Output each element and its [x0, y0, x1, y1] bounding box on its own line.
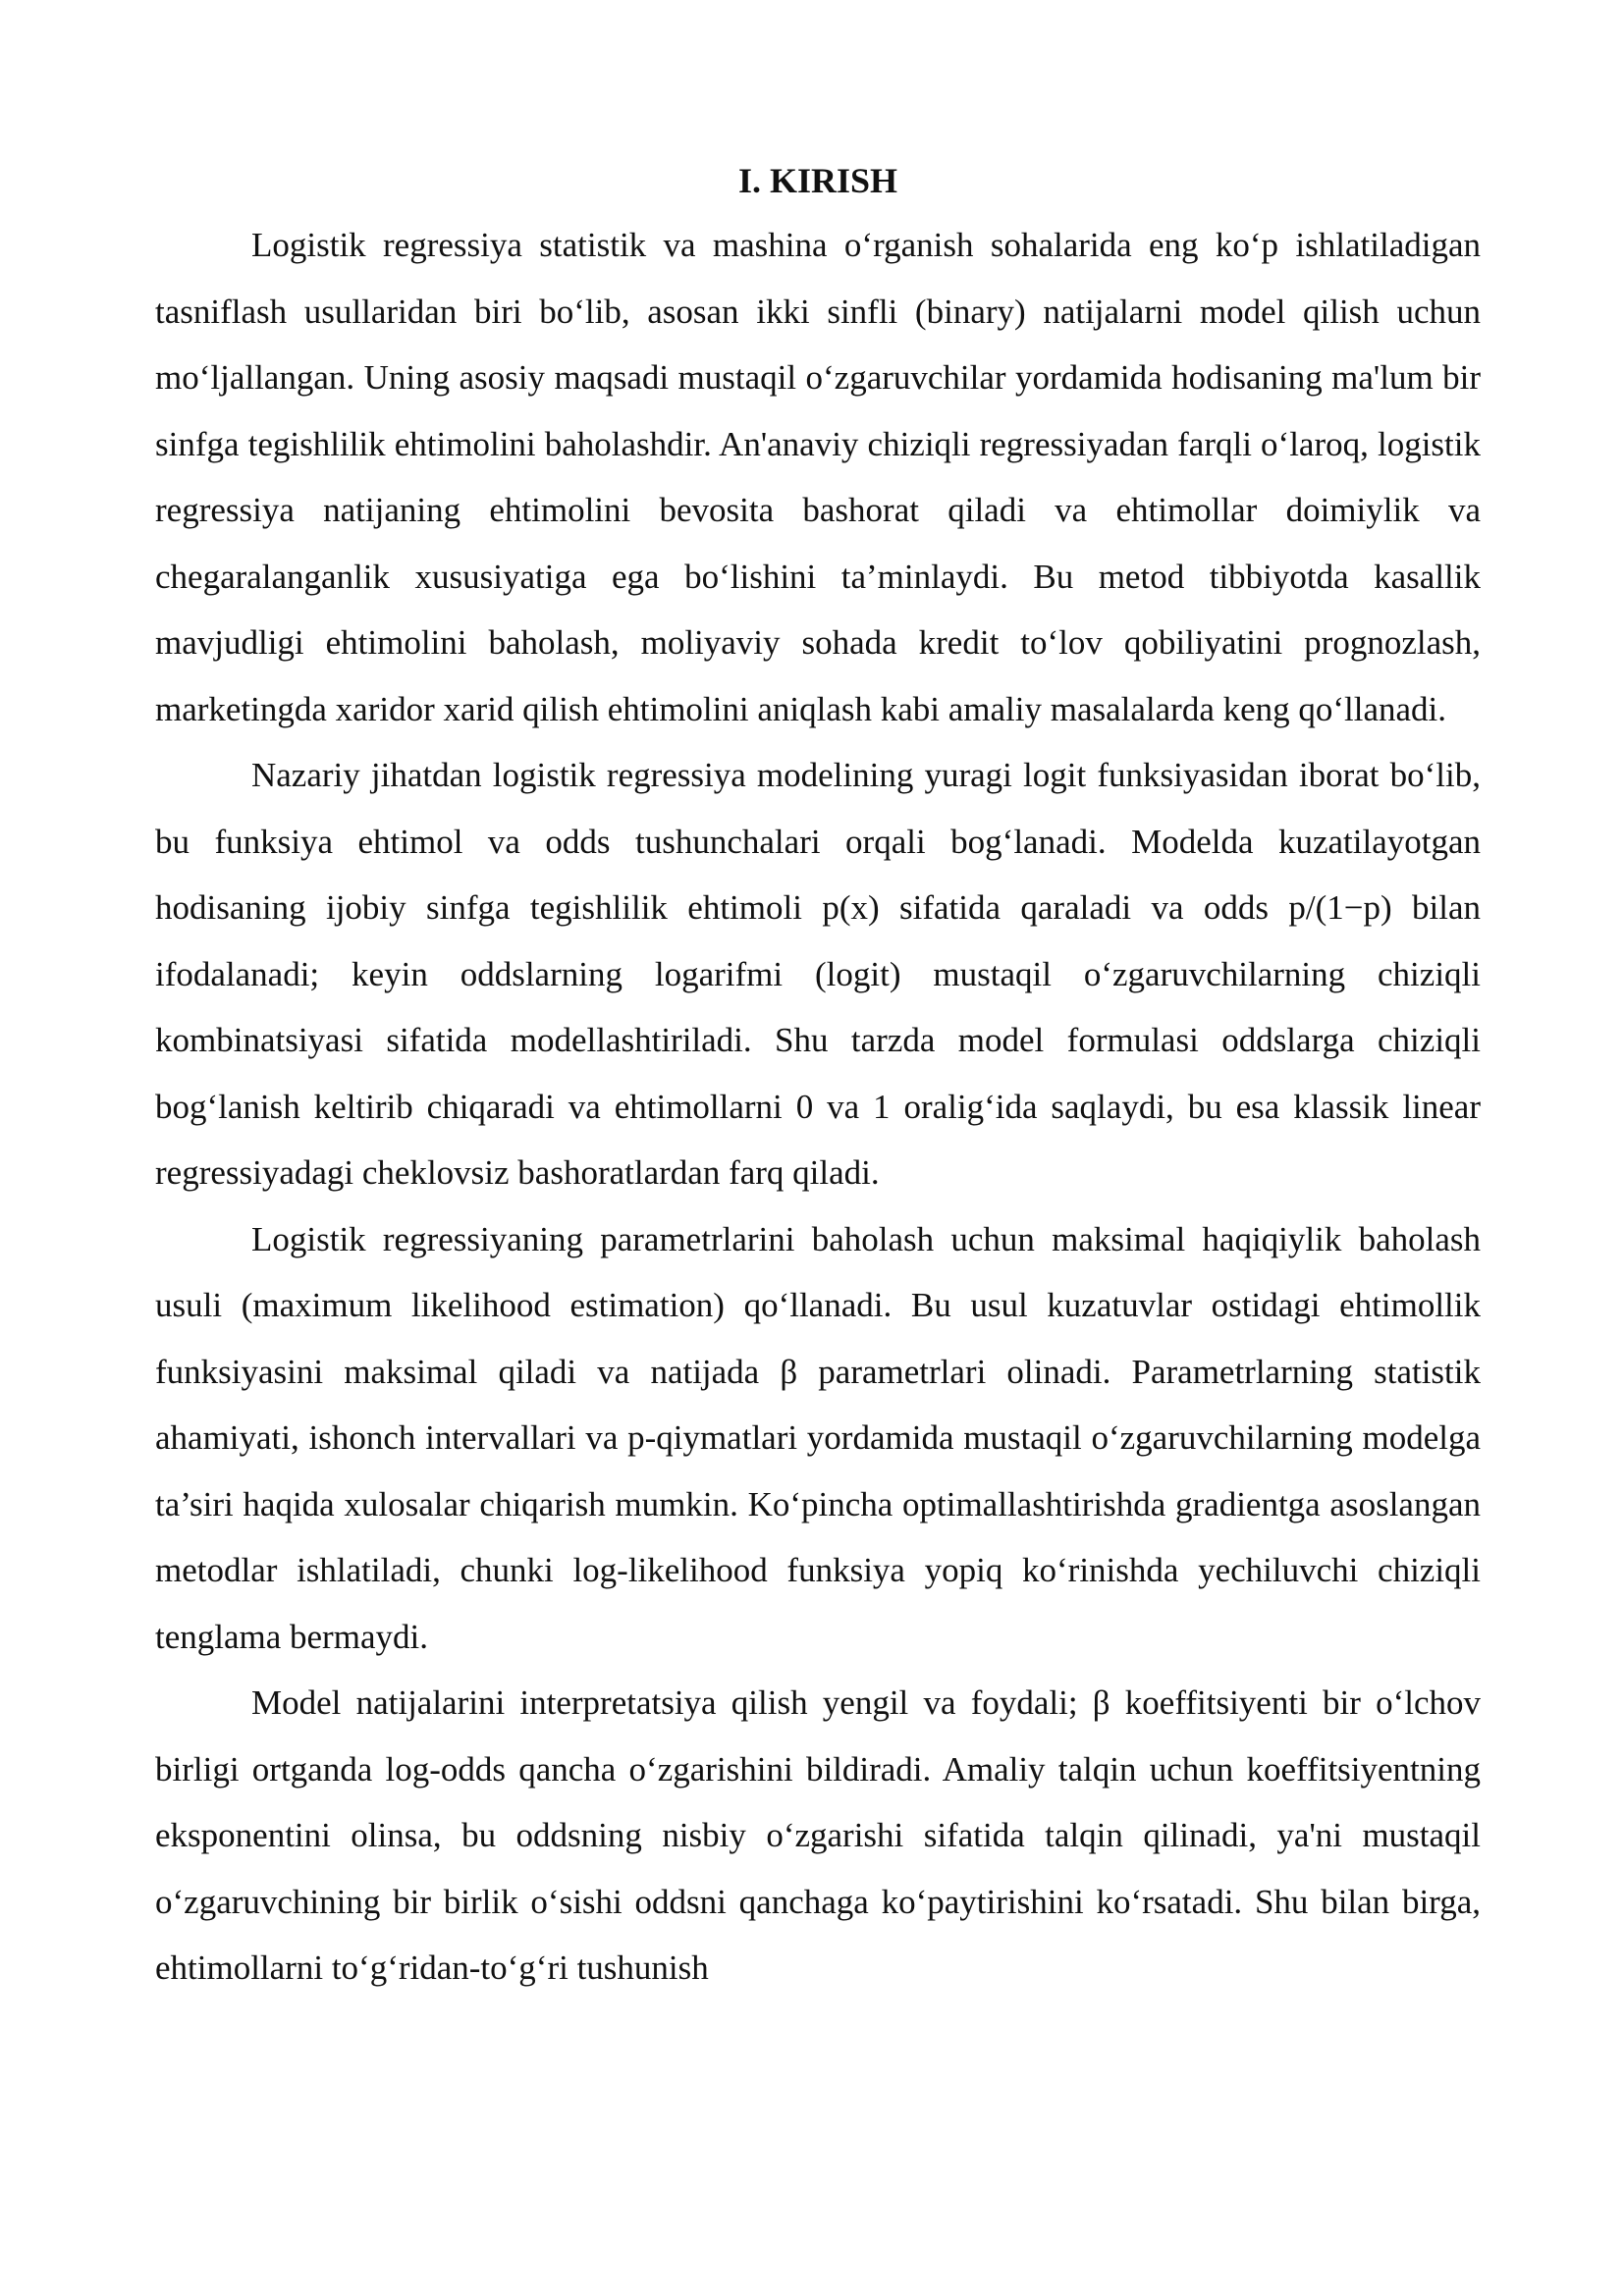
- paragraph-2: Nazariy jihatdan logistik regressiya modelining yuragi logit funksiyasidan iborat bo‘lib, bu funksiya ehtimol va odds tushunchalari orqali bog‘lanadi. Modelda kuzatilayotgan hodisaning ijobiy sinfga tegishlilik ehtimoli p(x) sifatida qaraladi va odds p/(1−p) bilan ifodalanadi; keyin oddslarning logarifmi (logit) mustaqil o‘zgaruvchilarning chiziqli kombinatsiyasi sifatida modellashtiriladi. Shu tarzda model formulasi oddslarga chiziqli bog‘lanish keltirib chiqaradi va ehtimollarni 0 va 1 oralig‘ida saqlaydi, bu esa klassik linear regressiyadagi cheklovsiz bashoratlardan farq qiladi.: [155, 756, 1481, 1192]
- document-body: [155, 149, 1481, 2002]
- paragraph-4: Model natijalarini interpretatsiya qilish yengil va foydali; β koeffitsiyenti bir o‘lchov birligi ortganda log-odds qancha o‘zgarishini bildiradi. Amaliy talqin uchun koeffitsiyentning eksponentini olinsa, bu oddsning nisbiy o‘zgarishi sifatida talqin qilinadi, ya'ni mustaqil o‘zgaruvchining bir birlik o‘sishi oddsni qanchaga ko‘paytirishini ko‘rsatadi. Shu bilan birga, ehtimollarni to‘g‘ridan-to‘g‘ri tushunish: [155, 1683, 1481, 1987]
- paragraph-1: Logistik regressiya statistik va mashina o‘rganish sohalarida eng ko‘p ishlatiladigan tasniflash usullaridan biri bo‘lib, asosan ikki sinfli (binary) natijalarni model qilish uchun mo‘ljallangan. Uning asosiy maqsadi mustaqil o‘zgaruvchilar yordamida hodisaning ma'lum bir sinfga tegishlilik ehtimolini baholashdir. An'anaviy chiziqli regressiyadan farqli o‘laroq, logistik regressiya natijaning ehtimolini bevosita bashorat qiladi va ehtimollar doimiylik va chegaralanganlik xususiyatiga ega bo‘lishini ta’minlaydi. Bu metod tibbiyotda kasallik mavjudligi ehtimolini baholash, moliyaviy sohada kredit to‘lov qobiliyatini prognozlash, marketingda xaridor xarid qilish ehtimolini aniqlash kabi amaliy masalalarda keng qo‘llanadi.: [155, 226, 1481, 728]
- section-title: I. KIRISH: [737, 161, 898, 200]
- paragraph-3: Logistik regressiyaning parametrlarini baholash uchun maksimal haqiqiylik baholash usuli (maximum likelihood estimation) qo‘llanadi. Bu usul kuzatuvlar ostidagi ehtimollik funksiyasini maksimal qiladi va natijada β parametrlari olinadi. Parametrlarning statistik ahamiyati, ishonch intervallari va p-qiymatlari yordamida mustaqil o‘zgaruvchilarning modelga ta’siri haqida xulosalar chiqarish mumkin. Ko‘pincha optimallashtirishda gradientga asoslangan metodlar ishlatiladi, chunki log-likelihood funksiya yopiq ko‘rinishda yechiluvchi chiziqli tenglama bermaydi.: [155, 1219, 1481, 1656]
